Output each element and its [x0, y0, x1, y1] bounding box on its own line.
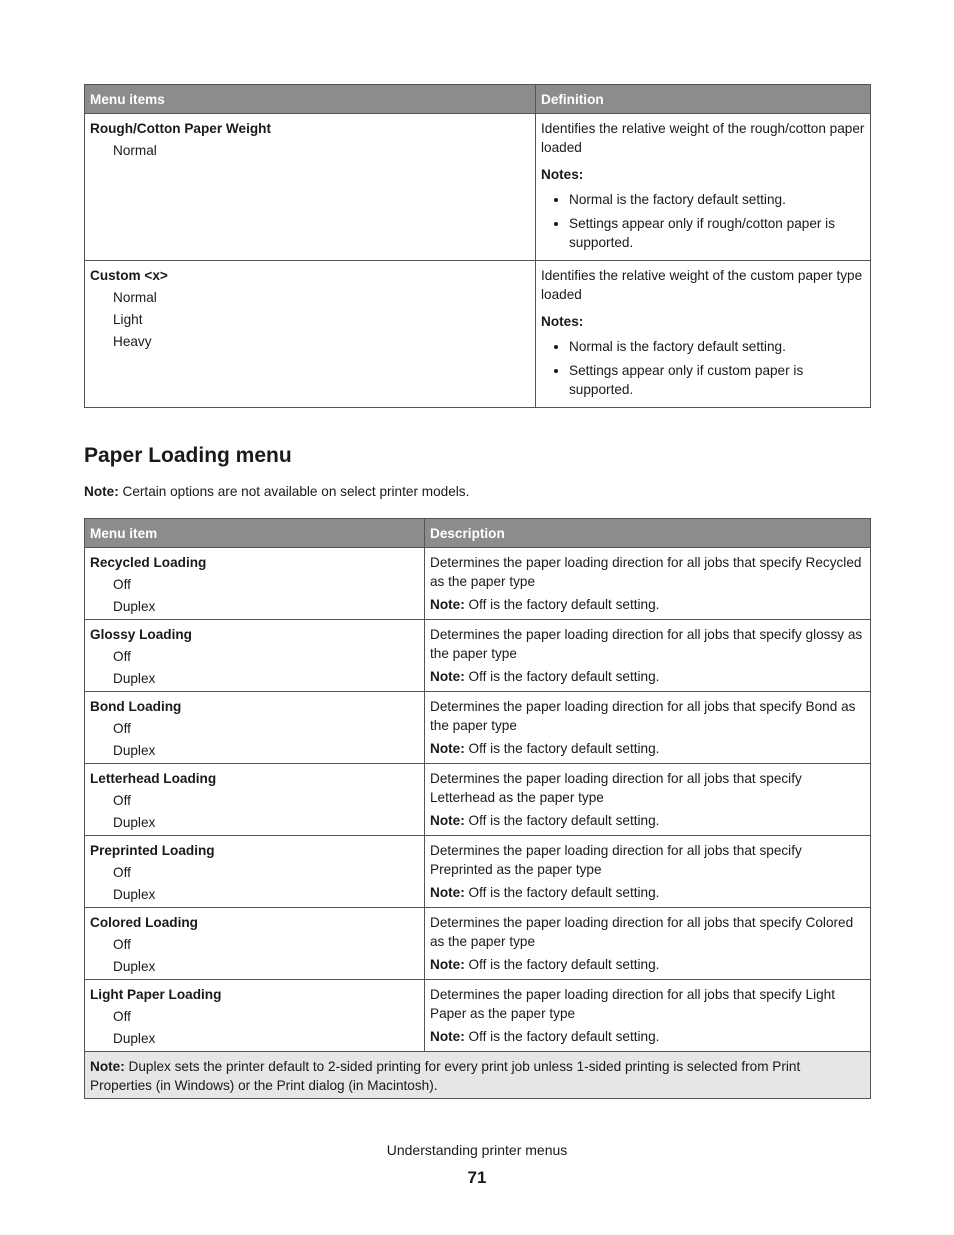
menu-item-title: Colored Loading	[90, 915, 198, 930]
note-text: Off is the factory default setting.	[464, 1029, 660, 1044]
table-row	[85, 692, 871, 764]
note-text: Off is the factory default setting.	[464, 885, 660, 900]
menu-item-title: Bond Loading	[90, 699, 182, 714]
table-row	[85, 114, 871, 261]
description-text: Determines the paper loading direction for all jobs that specify Recycled as the paper type	[430, 555, 862, 589]
menu-option: Duplex	[113, 1031, 156, 1046]
menu-item-title: Rough/Cotton Paper Weight	[90, 121, 271, 136]
definition-cell	[536, 114, 871, 261]
menu-item-cell	[85, 548, 425, 620]
menu-item-cell	[85, 620, 425, 692]
menu-option: Off	[113, 577, 131, 592]
note-label: Note:	[84, 484, 119, 499]
table-row	[85, 836, 871, 908]
header-definition: Definition	[536, 85, 871, 114]
menu-item-cell	[85, 836, 425, 908]
menu-option: Light	[113, 312, 143, 327]
table-footnote	[85, 1052, 871, 1099]
menu-option: Off	[113, 649, 131, 664]
default-note	[430, 811, 865, 830]
description-text: Determines the paper loading direction for all jobs that specify Bond as the paper type	[430, 699, 856, 733]
default-note	[430, 883, 865, 902]
note-text: Off is the factory default setting.	[464, 597, 660, 612]
menu-item-cell	[85, 980, 425, 1052]
description-text: Determines the paper loading direction for all jobs that specify Letterhead as the paper type	[430, 771, 802, 805]
menu-option: Duplex	[113, 887, 156, 902]
default-note	[430, 955, 865, 974]
table-footnote-row	[85, 1052, 871, 1099]
default-note	[430, 1027, 865, 1046]
menu-item-title: Recycled Loading	[90, 555, 207, 570]
table-row	[85, 261, 871, 408]
header-menu-item: Menu item	[85, 519, 425, 548]
note-item: • Normal is the factory default setting.	[569, 190, 865, 209]
menu-option: Normal	[113, 143, 157, 158]
menu-item-cell	[85, 692, 425, 764]
menu-item-title: Glossy Loading	[90, 627, 192, 642]
menu-option: Off	[113, 721, 131, 736]
note-label: Note:	[430, 669, 465, 684]
notes-list	[541, 190, 865, 252]
menu-item-title: Custom <x>	[90, 268, 168, 283]
description-cell	[425, 692, 871, 764]
note-label: Note:	[430, 1029, 465, 1044]
description-text: Determines the paper loading direction for all jobs that specify Preprinted as the paper type	[430, 843, 802, 877]
default-note	[430, 667, 865, 686]
menu-item-title: Letterhead Loading	[90, 771, 217, 786]
note-label: Note:	[430, 885, 465, 900]
table-row	[85, 980, 871, 1052]
table-row	[85, 764, 871, 836]
weight-table	[84, 84, 871, 408]
note-text: Off is the factory default setting.	[464, 813, 660, 828]
menu-item-cell	[85, 764, 425, 836]
description-cell	[425, 908, 871, 980]
note-label: Note:	[430, 957, 465, 972]
note-text: Off is the factory default setting.	[464, 669, 660, 684]
page-number: 71	[467, 1168, 487, 1187]
section-note	[84, 484, 469, 499]
menu-option: Duplex	[113, 599, 156, 614]
definition-text: Identifies the relative weight of the custom paper type loaded	[541, 268, 863, 302]
menu-item-title: Preprinted Loading	[90, 843, 215, 858]
note-item: • Normal is the factory default setting.	[569, 337, 865, 356]
description-cell	[425, 620, 871, 692]
header-description: Description	[425, 519, 871, 548]
menu-option: Heavy	[113, 334, 152, 349]
description-cell	[425, 764, 871, 836]
table-row	[85, 908, 871, 980]
menu-option: Off	[113, 865, 131, 880]
menu-option: Duplex	[113, 815, 156, 830]
note-label: Note:	[430, 597, 465, 612]
notes-list	[541, 337, 865, 399]
description-text: Determines the paper loading direction for all jobs that specify glossy as the paper type	[430, 627, 863, 661]
menu-item-cell	[85, 261, 536, 408]
note-label: Note:	[430, 813, 465, 828]
description-cell	[425, 548, 871, 620]
menu-option: Off	[113, 793, 131, 808]
note-text: Off is the factory default setting.	[464, 741, 660, 756]
description-text: Determines the paper loading direction for all jobs that specify Colored as the paper type	[430, 915, 854, 949]
menu-option: Normal	[113, 290, 157, 305]
paper-loading-table	[84, 518, 871, 1099]
footnote-label: Note:	[90, 1059, 125, 1074]
note-item: • Settings appear only if custom paper is supported.	[569, 361, 865, 399]
table-row	[85, 620, 871, 692]
menu-option: Duplex	[113, 743, 156, 758]
table-header-row	[85, 519, 871, 548]
menu-option: Duplex	[113, 959, 156, 974]
menu-item-cell	[85, 908, 425, 980]
footer-title: Understanding printer menus	[386, 1142, 568, 1158]
section-heading: Paper Loading menu	[84, 444, 292, 467]
default-note	[430, 595, 865, 614]
description-text: Determines the paper loading direction for all jobs that specify Light Paper as the paper type	[430, 987, 836, 1021]
description-cell	[425, 836, 871, 908]
note-text: Certain options are not available on select printer models.	[118, 484, 470, 499]
description-cell	[425, 980, 871, 1052]
menu-item-title: Light Paper Loading	[90, 987, 222, 1002]
note-text: Off is the factory default setting.	[464, 957, 660, 972]
menu-option: Duplex	[113, 671, 156, 686]
header-menu-items: Menu items	[85, 85, 536, 114]
notes-label: Notes:	[541, 314, 584, 329]
note-label: Note:	[430, 741, 465, 756]
definition-cell	[536, 261, 871, 408]
table-header-row	[85, 85, 871, 114]
default-note	[430, 739, 865, 758]
menu-option: Off	[113, 937, 131, 952]
menu-item-cell	[85, 114, 536, 261]
table-row	[85, 548, 871, 620]
note-item: • Settings appear only if rough/cotton paper is supported.	[569, 214, 865, 252]
definition-text: Identifies the relative weight of the rough/cotton paper loaded	[541, 121, 865, 155]
notes-label: Notes:	[541, 167, 584, 182]
menu-option: Off	[113, 1009, 131, 1024]
footnote-text: Duplex sets the printer default to 2-sided printing for every print job unless 1-sided printing is selected from Print Properties (in Windows) or the Print dialog (in Macintosh).	[90, 1059, 801, 1093]
